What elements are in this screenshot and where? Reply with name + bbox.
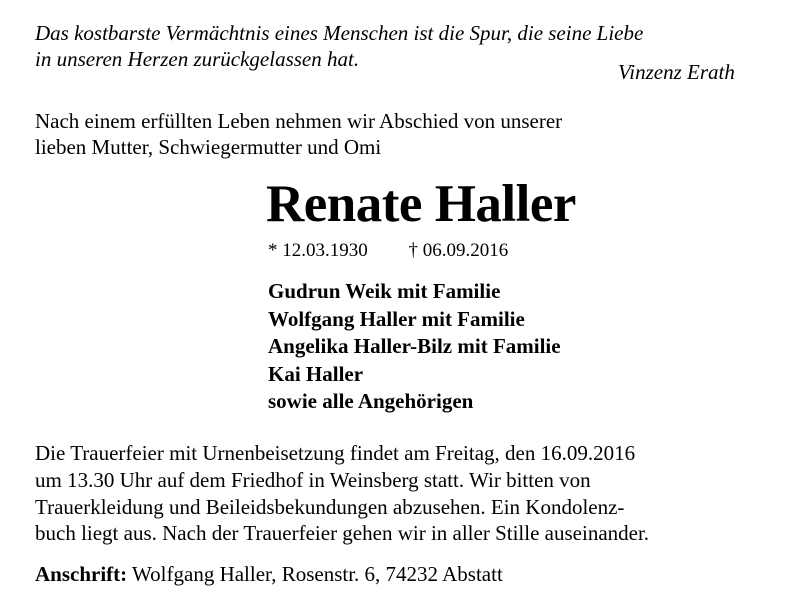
address (35, 562, 503, 587)
intro-line: lieben Mutter, Schwiegermutter und Omi (35, 135, 382, 159)
ceremony-info (35, 440, 649, 547)
mourners-list (268, 278, 561, 416)
deceased-name: Renate Haller (266, 175, 576, 233)
ceremony-line: buch liegt aus. Nach der Trauerfeier gehen wir in aller Stille auseinander. (35, 521, 650, 546)
ceremony-line: Trauerkleidung und Beileidsbekundungen abzusehen. Ein Kondolenz- (35, 494, 625, 519)
mourner-item: Kai Haller (268, 361, 364, 386)
mourner-item: Gudrun Weik mit Familie (268, 279, 501, 303)
intro-line: Nach einem erfüllten Leben nehmen wir Abschied von unserer (35, 109, 563, 133)
address-label: Anschrift: (35, 562, 128, 586)
quote-author: Vinzenz Erath (618, 60, 735, 84)
life-dates (268, 240, 508, 262)
mourner-item: sowie alle Angehörigen (268, 389, 474, 413)
mourner-item: Angelika Haller-Bilz mit Familie (268, 334, 561, 358)
death-date: † 06.09.2016 (408, 240, 509, 261)
quote-line: in unseren Herzen zurückgelassen hat. (35, 47, 360, 71)
intro-text (35, 108, 562, 160)
ceremony-line: Die Trauerfeier mit Urnenbeisetzung findet am Freitag, den 16.09.2016 (35, 441, 636, 465)
mourner-item: Wolfgang Haller mit Familie (268, 306, 525, 331)
ceremony-line: um 13.30 Uhr auf dem Friedhof in Weinsberg statt. Wir bitten von (35, 467, 591, 492)
birth-date: * 12.03.1930 (268, 240, 368, 261)
quote-line: Das kostbarste Vermächtnis eines Menschen ist die Spur, die seine Liebe (35, 21, 644, 45)
address-value: Wolfgang Haller, Rosenstr. 6, 74232 Abstatt (132, 562, 503, 586)
